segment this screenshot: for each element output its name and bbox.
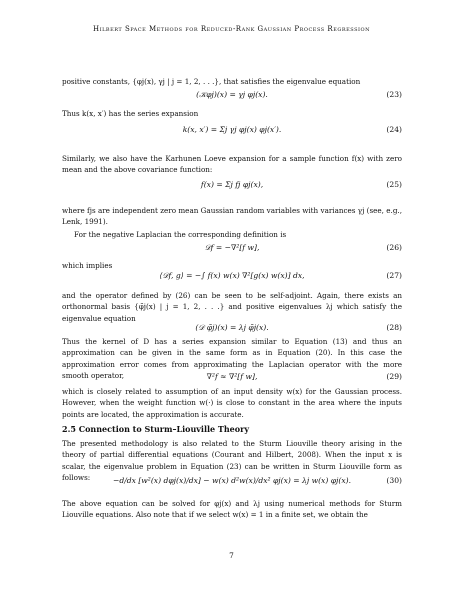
equation-number: (28) [386,323,402,332]
section-heading: 2.5 Connection to Sturm–Liouville Theory [62,424,249,434]
paragraph: Thus the kernel of D has a series expansion similar to Equation (13) and thus an approximation can be given in the same form as in Equation (20). In this case the approximation error comes from approximating the Laplacian operator with the more smooth operator, [62,337,402,381]
running-header: Hilbert Space Methods for Reduced-Rank Gaussian Process Regression [93,25,370,33]
paragraph: For the negative Laplacian the corresponding definition is [74,230,287,239]
paragraph: The above equation can be solved for φj(x) and λj using numerical methods for Sturm Liouville equations. Also note that if we select w(x) = 1 in a finite set, we obtain the [62,499,402,520]
equation-body: k(x, x′) = Σj γj φj(x) φj(x′). [182,125,282,134]
equation-body: (𝒟 φ̃j)(x) = λj φ̃j(x). [195,323,269,332]
equation-28 [62,323,402,337]
paragraph: Thus k(x, x′) has the series expansion [62,109,199,118]
equation-number: (27) [386,271,402,280]
equation-body: −d/dx [w²(x) dφj(x)/dx] − w(x) d²w(x)/dx² φj(x) = λj w(x) φj(x). [112,476,352,485]
paragraph: which is closely related to assumption of an input density w(x) for the Gaussian process. However, when the weight function w(·) is close to constant in the area where the inputs points are located, the approximation is accurate. [62,387,402,419]
paragraph: where fjs are independent zero mean Gaussian random variables with variances γj (see, e.g., Lenk, 1991). [62,206,402,227]
equation-body: (𝒦φj)(x) = γj φj(x). [196,90,268,99]
equation-24 [62,125,402,139]
equation-body: ⟨𝒟f, g⟩ = −∫ f(x) w(x) ∇²[g(x) w(x)] dx, [159,271,305,280]
equation-number: (26) [386,243,402,252]
paragraph: positive constants, {φj(x), γj | j = 1, 2, . . .}, that satisfies the eigenvalue equation [62,77,361,86]
equation-number: (30) [386,476,402,485]
equation-30 [62,476,402,490]
equation-body: ∇²f ≈ ∇²[f w], [206,372,258,381]
paragraph: The presented methodology is also related to the Sturm Liouville theory arising in the theory of partial differential equations (Courant and Hilbert, 2008). When the input x is scalar, the eigenvalue problem in Equation (23) can be written in Sturm Liouville form as follows: [62,439,402,483]
paragraph: Similarly, we also have the Karhunen Loeve expansion for a sample function f(x) with zero mean and the above covariance function: [62,154,402,175]
equation-27 [62,271,402,285]
equation-number: (29) [386,372,402,381]
equation-29 [62,372,402,386]
equation-23 [62,90,402,104]
page-number: 7 [229,551,234,560]
equation-26 [62,243,402,257]
equation-body: 𝒟f = −∇²[f w], [204,243,260,252]
equation-25 [62,180,402,194]
equation-number: (25) [386,180,402,189]
equation-body: f(x) = Σj fj φj(x), [200,180,264,189]
paragraph: which implies [62,261,113,270]
paragraph: and the operator defined by (26) can be seen to be self-adjoint. Again, there exists an orthonormal basis {φ̃j(x) | j = 1, 2, . . .} and positive eigenvalues λj which satisfy the eigenvalue equation [62,291,402,323]
equation-number: (23) [386,90,402,99]
equation-number: (24) [386,125,402,134]
